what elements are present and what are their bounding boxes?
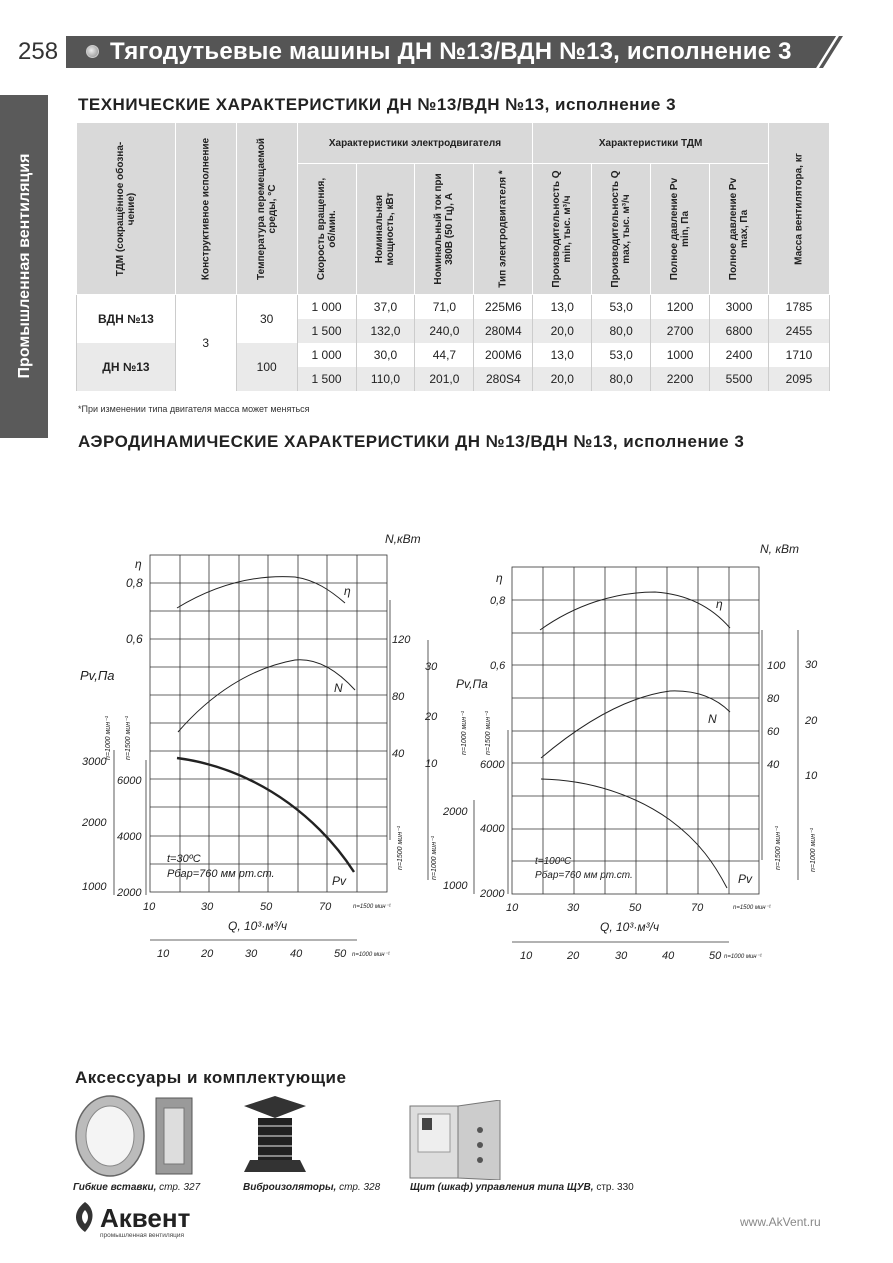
bullet-icon bbox=[86, 45, 99, 58]
cell: 13,0 bbox=[533, 295, 592, 320]
left-n1500-tick: 120 bbox=[392, 634, 411, 646]
col-motor-type-header: Тип электродвигателя * bbox=[474, 164, 533, 295]
col-power-header: Номинальная мощность, кВт bbox=[356, 164, 415, 295]
group-tdm-header: Характеристики ТДМ bbox=[533, 123, 769, 164]
left-eta-curve bbox=[177, 577, 345, 608]
right-n1000-tick: 10 bbox=[805, 770, 818, 782]
col-pvmin-header: Полное давление Pv min, Па bbox=[651, 164, 710, 295]
cell: 2455 bbox=[768, 319, 829, 343]
left-q-tick: 10 bbox=[143, 901, 156, 913]
left-rpm1000: n=1000 мин⁻¹ bbox=[105, 715, 112, 760]
logo-tagline: промышленная вентиляция bbox=[100, 1232, 185, 1239]
left-q-tick: 70 bbox=[319, 901, 332, 913]
right-p1500-tick: 4000 bbox=[480, 823, 505, 835]
left-eta-tick-08: 0,8 bbox=[126, 576, 143, 590]
temp-dn-cell: 100 bbox=[236, 343, 297, 391]
left-axis-rpm1000-vert: n=1000 мин⁻¹ bbox=[431, 835, 438, 880]
cell: 280S4 bbox=[474, 367, 533, 391]
cell: 5500 bbox=[710, 367, 769, 391]
right-q-tick: 50 bbox=[629, 902, 642, 914]
right-q-label: Q, 10³·м³/ч bbox=[600, 920, 660, 934]
left-p1000-tick: 2000 bbox=[82, 817, 107, 829]
aero-charts bbox=[0, 500, 893, 970]
cell: 2700 bbox=[651, 319, 710, 343]
left-pv-curve bbox=[177, 758, 354, 872]
row-label-dn: ДН №13 bbox=[77, 343, 176, 391]
col-tdm-header: ТДМ (сокращённое обозна-чение) bbox=[77, 123, 176, 295]
footnote: *При изменении типа двигателя масса может меняться bbox=[78, 404, 310, 414]
right-axis-rpm1500: n=1500 мин⁻¹ bbox=[733, 905, 771, 911]
group-motor-header: Характеристики электродвигателя bbox=[297, 123, 533, 164]
cell: 1200 bbox=[651, 295, 710, 320]
left-q-label: Q, 10³·м³/ч bbox=[228, 919, 288, 933]
right-curve-pv: Pv bbox=[738, 872, 753, 886]
right-eta-tick-08: 0,8 bbox=[490, 595, 506, 607]
right-axis-rpm1000-vert: n=1000 мин⁻¹ bbox=[810, 827, 817, 872]
right-n1000-tick: 20 bbox=[805, 715, 818, 727]
cell: 71,0 bbox=[415, 295, 474, 320]
temp-vdn-cell: 30 bbox=[236, 295, 297, 344]
right-p1000-tick: 2000 bbox=[443, 806, 468, 818]
col-qmin-header: Производительность Q min, тыс. м³/ч bbox=[533, 164, 592, 295]
left-axis-rpm1000: n=1000 мин⁻¹ bbox=[352, 952, 390, 958]
cell: 3000 bbox=[710, 295, 769, 320]
right-n1500-tick: 60 bbox=[767, 726, 780, 738]
col-current-header: Номинальный ток при 380В (50 Гц), А bbox=[415, 164, 474, 295]
right-n1500-tick: 100 bbox=[767, 660, 786, 672]
cell: 2200 bbox=[651, 367, 710, 391]
right-n1000-tick: 30 bbox=[805, 659, 818, 671]
left-curve-eta: η bbox=[344, 584, 351, 598]
accessory-name: Виброизоляторы, bbox=[243, 1182, 337, 1193]
cell: 6800 bbox=[710, 319, 769, 343]
col-pvmax-header: Полное давление Pv max, Па bbox=[710, 164, 769, 295]
right-axis-rpm1000: n=1000 мин⁻¹ bbox=[724, 954, 762, 960]
accessory-name: Щит (шкаф) управления типа ЩУВ, bbox=[410, 1182, 594, 1193]
right-q1000-tick: 40 bbox=[662, 950, 675, 962]
right-n-unit: N, кВт bbox=[760, 542, 799, 556]
website-link[interactable]: www.AkVent.ru bbox=[740, 1215, 821, 1229]
left-labels bbox=[80, 532, 438, 960]
cell: 280M4 bbox=[474, 319, 533, 343]
cell: 13,0 bbox=[533, 343, 592, 367]
accessory-caption-vibro bbox=[243, 1182, 380, 1193]
left-n1000-tick: 30 bbox=[425, 661, 438, 673]
accessory-name: Гибкие вставки, bbox=[73, 1182, 157, 1193]
left-curve-n: N bbox=[334, 681, 343, 695]
spec-table bbox=[76, 122, 830, 391]
cell: 1000 bbox=[651, 343, 710, 367]
right-n-curve bbox=[541, 691, 730, 758]
logo-name: Аквент bbox=[100, 1203, 191, 1233]
right-axis-rpm1500-vert: n=1500 мин⁻¹ bbox=[775, 825, 782, 870]
right-temp: t=100ºC bbox=[535, 856, 572, 867]
left-rpm1500: n=1500 мин⁻¹ bbox=[125, 715, 132, 760]
cell: 1 500 bbox=[297, 319, 356, 343]
right-q1000-tick: 50 bbox=[709, 950, 722, 962]
right-pv-label: Pv,Па bbox=[456, 677, 488, 691]
left-q-tick: 30 bbox=[201, 901, 214, 913]
right-q1000-tick: 20 bbox=[567, 950, 580, 962]
cell: 80,0 bbox=[592, 367, 651, 391]
col-qmax-header: Производительность Q max, тыс. м³/ч bbox=[592, 164, 651, 295]
left-eta-tick-06: 0,6 bbox=[126, 632, 143, 646]
right-n1500-tick: 80 bbox=[767, 693, 780, 705]
right-chart bbox=[442, 542, 818, 962]
left-q1000-tick: 10 bbox=[157, 948, 170, 960]
cell: 20,0 bbox=[533, 319, 592, 343]
right-eta-tick-06: 0,6 bbox=[490, 660, 506, 672]
left-chart bbox=[80, 532, 438, 960]
right-pbar: Рбар=760 мм рт.ст. bbox=[535, 870, 633, 881]
right-rpm1500: n=1500 мин⁻¹ bbox=[485, 710, 492, 755]
left-curves bbox=[177, 577, 355, 872]
right-curve-n: N bbox=[708, 712, 717, 726]
right-curve-eta: η bbox=[716, 597, 723, 611]
left-q1000-tick: 20 bbox=[201, 948, 214, 960]
cell: 201,0 bbox=[415, 367, 474, 391]
accessory-caption-flex bbox=[73, 1182, 200, 1193]
col-temp-header: Температура перемещаемой среды, °С bbox=[236, 123, 297, 295]
left-q1000-tick: 40 bbox=[290, 948, 303, 960]
right-q1000-tick: 10 bbox=[520, 950, 533, 962]
left-n1000-tick: 20 bbox=[425, 711, 438, 723]
cell: 1 000 bbox=[297, 295, 356, 320]
left-n-unit: N,кВт bbox=[385, 532, 421, 546]
cell: 2095 bbox=[768, 367, 829, 391]
left-temp: t=30ºC bbox=[167, 853, 201, 865]
right-rpm1000: n=1000 мин⁻¹ bbox=[461, 710, 468, 755]
col-design-header: Конструктивное исполнение bbox=[175, 123, 236, 295]
design-cell: 3 bbox=[175, 295, 236, 392]
page-number: 258 bbox=[18, 38, 59, 65]
left-pv-label: Pv,Па bbox=[80, 668, 115, 683]
right-eta-label: η bbox=[496, 571, 503, 585]
right-p1000-tick: 1000 bbox=[443, 880, 468, 892]
accessory-page: стр. 328 bbox=[339, 1182, 381, 1193]
cell: 1 500 bbox=[297, 367, 356, 391]
left-grid bbox=[114, 555, 428, 940]
left-p1000-tick: 1000 bbox=[82, 881, 107, 893]
cell: 2400 bbox=[710, 343, 769, 367]
left-q-tick: 50 bbox=[260, 901, 273, 913]
tech-section-title: ТЕХНИЧЕСКИЕ ХАРАКТЕРИСТИКИ ДН №13/ВДН №13, исполнение 3 bbox=[78, 95, 677, 114]
left-axis-rpm1500-vert: n=1500 мин⁻¹ bbox=[397, 825, 404, 870]
accessory-page: стр. 327 bbox=[159, 1182, 201, 1193]
left-n1000-tick: 10 bbox=[425, 758, 438, 770]
right-n1500-tick: 40 bbox=[767, 759, 780, 771]
cell: 132,0 bbox=[356, 319, 415, 343]
cell: 1710 bbox=[768, 343, 829, 367]
page-title: Тягодутьевые машины ДН №13/ВДН №13, исполнение 3 bbox=[110, 38, 792, 65]
row-label-vdn: ВДН №13 bbox=[77, 295, 176, 344]
col-mass-header: Масса вентилятора, кг bbox=[768, 123, 829, 295]
right-q-tick: 10 bbox=[506, 902, 519, 914]
accessory-caption-cabinet bbox=[410, 1182, 634, 1193]
right-p1500-tick: 6000 bbox=[480, 759, 505, 771]
left-eta-label: η bbox=[135, 557, 142, 571]
cell: 1 000 bbox=[297, 343, 356, 367]
left-n-curve bbox=[178, 660, 355, 732]
accessory-page: стр. 330 bbox=[596, 1182, 634, 1193]
cell: 1785 bbox=[768, 295, 829, 320]
accessories-title: Аксессуары и комплектующие bbox=[75, 1068, 347, 1087]
right-q-tick: 30 bbox=[567, 902, 580, 914]
left-n1500-tick: 80 bbox=[392, 691, 405, 703]
left-q1000-tick: 50 bbox=[334, 948, 347, 960]
cell: 37,0 bbox=[356, 295, 415, 320]
vibration-isolator-image bbox=[240, 1096, 310, 1180]
left-axis-rpm1500: n=1500 мин⁻¹ bbox=[353, 904, 391, 910]
cell: 20,0 bbox=[533, 367, 592, 391]
cell: 240,0 bbox=[415, 319, 474, 343]
cell: 225M6 bbox=[474, 295, 533, 320]
side-tab-label: Промышленная вентиляция bbox=[16, 153, 33, 379]
cell: 53,0 bbox=[592, 295, 651, 320]
left-p1500-tick: 2000 bbox=[117, 887, 142, 899]
akvent-logo-icon bbox=[72, 1200, 98, 1234]
cell: 30,0 bbox=[356, 343, 415, 367]
control-cabinet-image bbox=[408, 1100, 504, 1180]
left-q1000-tick: 30 bbox=[245, 948, 258, 960]
header-stripes bbox=[798, 36, 844, 68]
right-q1000-tick: 30 bbox=[615, 950, 628, 962]
aero-section-title: АЭРОДИНАМИЧЕСКИЕ ХАРАКТЕРИСТИКИ ДН №13/ВДН №13, исполнение 3 bbox=[78, 432, 745, 451]
left-p1000-tick: 3000 bbox=[82, 756, 107, 768]
right-eta-curve bbox=[540, 592, 730, 630]
left-curve-pv: Pv bbox=[332, 874, 347, 888]
left-n1500-tick: 40 bbox=[392, 748, 405, 760]
cell: 80,0 bbox=[592, 319, 651, 343]
cell: 110,0 bbox=[356, 367, 415, 391]
cell: 200M6 bbox=[474, 343, 533, 367]
left-p1500-tick: 4000 bbox=[117, 831, 142, 843]
flexible-insert-image bbox=[72, 1092, 207, 1180]
right-p1500-tick: 2000 bbox=[480, 888, 505, 900]
right-curves bbox=[540, 592, 730, 888]
cell: 44,7 bbox=[415, 343, 474, 367]
col-speed-header: Скорость вращения, об/мин. bbox=[297, 164, 356, 295]
cell: 53,0 bbox=[592, 343, 651, 367]
right-q-tick: 70 bbox=[691, 902, 704, 914]
left-p1500-tick: 6000 bbox=[117, 775, 142, 787]
left-pbar: Рбар=760 мм рт.ст. bbox=[167, 868, 275, 880]
table-row bbox=[77, 295, 830, 320]
